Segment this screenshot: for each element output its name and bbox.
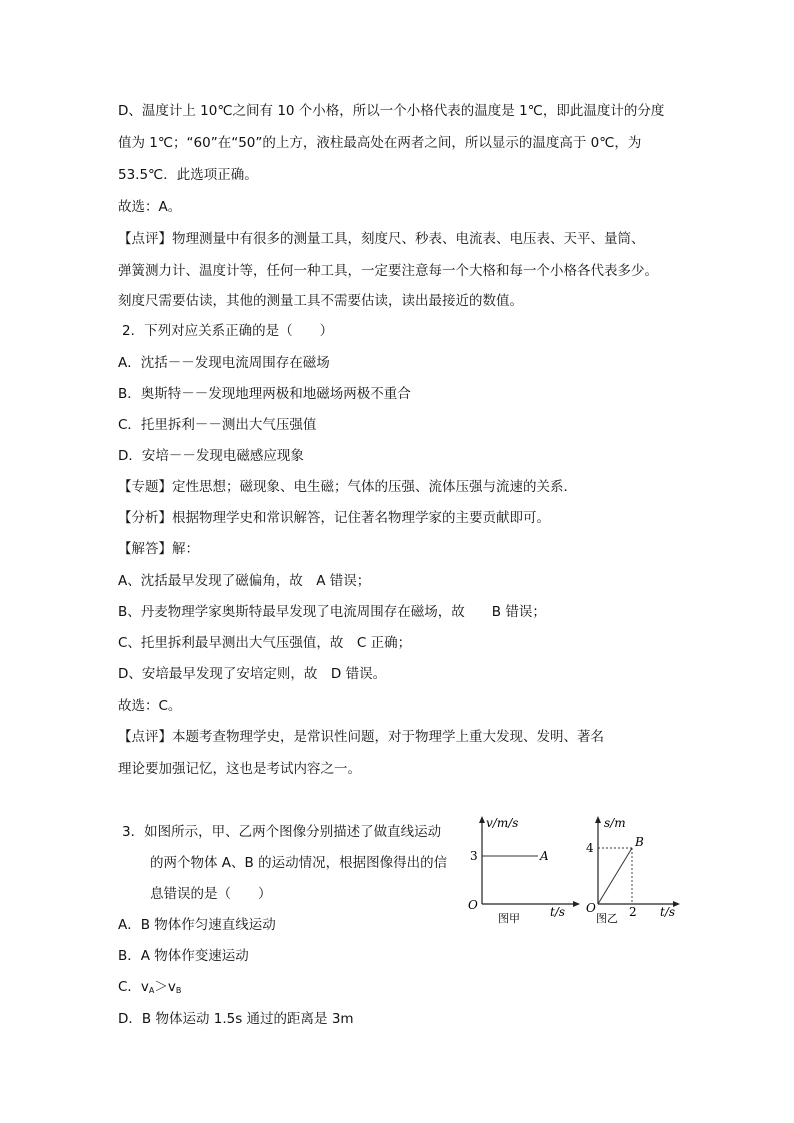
q3-stem-line2: 的两个物体 A、B 的运动情况，根据图像得出的信 [150,855,448,871]
q2-comment-line1: 【点评】本题考查物理学史，是常识性问题，对于物理学上重大发现、发明、著名 [118,729,604,745]
q2-stem: 2．下列对应关系正确的是（ ） [122,323,334,339]
q1-option-d-line3: 53.5℃．此选项正确。 [118,167,258,183]
fig-yi-xlabel: t/s [660,905,676,919]
q2-option-d: D．安培－－发现电磁感应现象 [118,448,304,464]
q1-comment-line2: 弹簧测力计、温度计等，任何一种工具，一定要注意每一个大格和每一个小格各代表多少。 [118,263,658,279]
q2-option-a: A．沈括－－发现电流周围存在磁场 [118,355,330,371]
q2-topic: 【专题】定性思想；磁现象、电生磁；气体的压强、流体压强与流速的关系． [118,479,577,495]
fig-jia-y-tick: 3 [470,849,478,863]
fig-jia-xlabel: t/s [550,905,566,919]
q3-option-b: B．A 物体作变速运动 [118,948,249,964]
q2-solution-b: B、丹麦物理学家奥斯特最早发现了电流周围存在磁场，故 B 错误； [118,604,546,620]
q2-solution-d: D、安培最早发现了安培定则，故 D 错误。 [118,666,387,682]
fig-jia-origin: O [468,898,478,912]
q2-option-b: B．奥斯特－－发现地理两极和地磁场两极不重合 [118,386,411,402]
fig-yi-line-label: B [635,835,644,849]
q3-option-c-mid: ＞v [154,979,176,995]
q3-option-c-sub-a: A [148,986,155,995]
fig-yi-ylabel: s/m [604,816,626,830]
fig-yi-y-tick: 4 [586,841,594,855]
q2-comment-line2: 理论要加强记忆，这也是考试内容之一。 [118,761,361,777]
q3-option-d: D．B 物体运动 1.5s 通过的距离是 3m [118,1011,354,1027]
q2-analysis: 【分析】根据物理学史和常识解答，记住著名物理学家的主要贡献即可。 [118,510,550,526]
q2-solution-c: C、托里拆利最早测出大气压强值，故 C 正确； [118,635,412,651]
q1-comment-line3: 刻度尺需要估读，其他的测量工具不需要估读，读出最接近的数值。 [118,293,523,309]
q2-solution-a: A、沈括最早发现了磁偏角，故 A 错误； [118,573,371,589]
q2-answer: 故选：C。 [118,698,182,714]
q3-stem-line1: 3．如图所示，甲、乙两个图像分别描述了做直线运动 [122,824,442,840]
q3-option-c [118,978,181,1000]
q3-stem-line3: 息错误的是（ ） [150,886,272,902]
q1-option-d-line2: 值为 1℃；“60”在“50”的上方，液柱最高处在两者之间，所以显示的温度高于 0℃，为 [118,135,642,151]
q2-solution-head: 【解答】解： [118,541,199,557]
fig-yi-y-arrow [595,816,601,823]
q1-comment-line1: 【点评】物理测量中有很多的测量工具，刻度尺、秒表、电流表、电压表、天平、量筒、 [118,231,645,247]
fig-jia-ylabel: v/m/s [486,816,519,830]
figure-yi [584,812,684,930]
fig-jia-caption: 图甲 [498,912,520,925]
fig-jia-x-arrow [573,901,580,907]
fig-yi-origin: O [586,901,596,915]
q3-option-c-prefix: C．v [118,979,149,995]
q3-option-c-sub-b: B [175,986,182,995]
fig-jia-y-arrow [479,816,485,823]
fig-yi-line-b [598,848,632,904]
figure-jia [462,812,584,930]
fig-yi-x-tick: 2 [629,905,637,919]
fig-yi-caption: 图乙 [596,912,618,925]
q3-option-a: A．B 物体作匀速直线运动 [118,917,276,933]
q2-option-c: C．托里拆利－－测出大气压强值 [118,417,317,433]
q1-answer: 故选：A。 [118,199,182,215]
q1-option-d-line1: D、温度计上 10℃之间有 10 个小格，所以一个小格代表的温度是 1℃，即此温度计的分度 [118,103,665,119]
fig-jia-line-label: A [540,849,549,863]
